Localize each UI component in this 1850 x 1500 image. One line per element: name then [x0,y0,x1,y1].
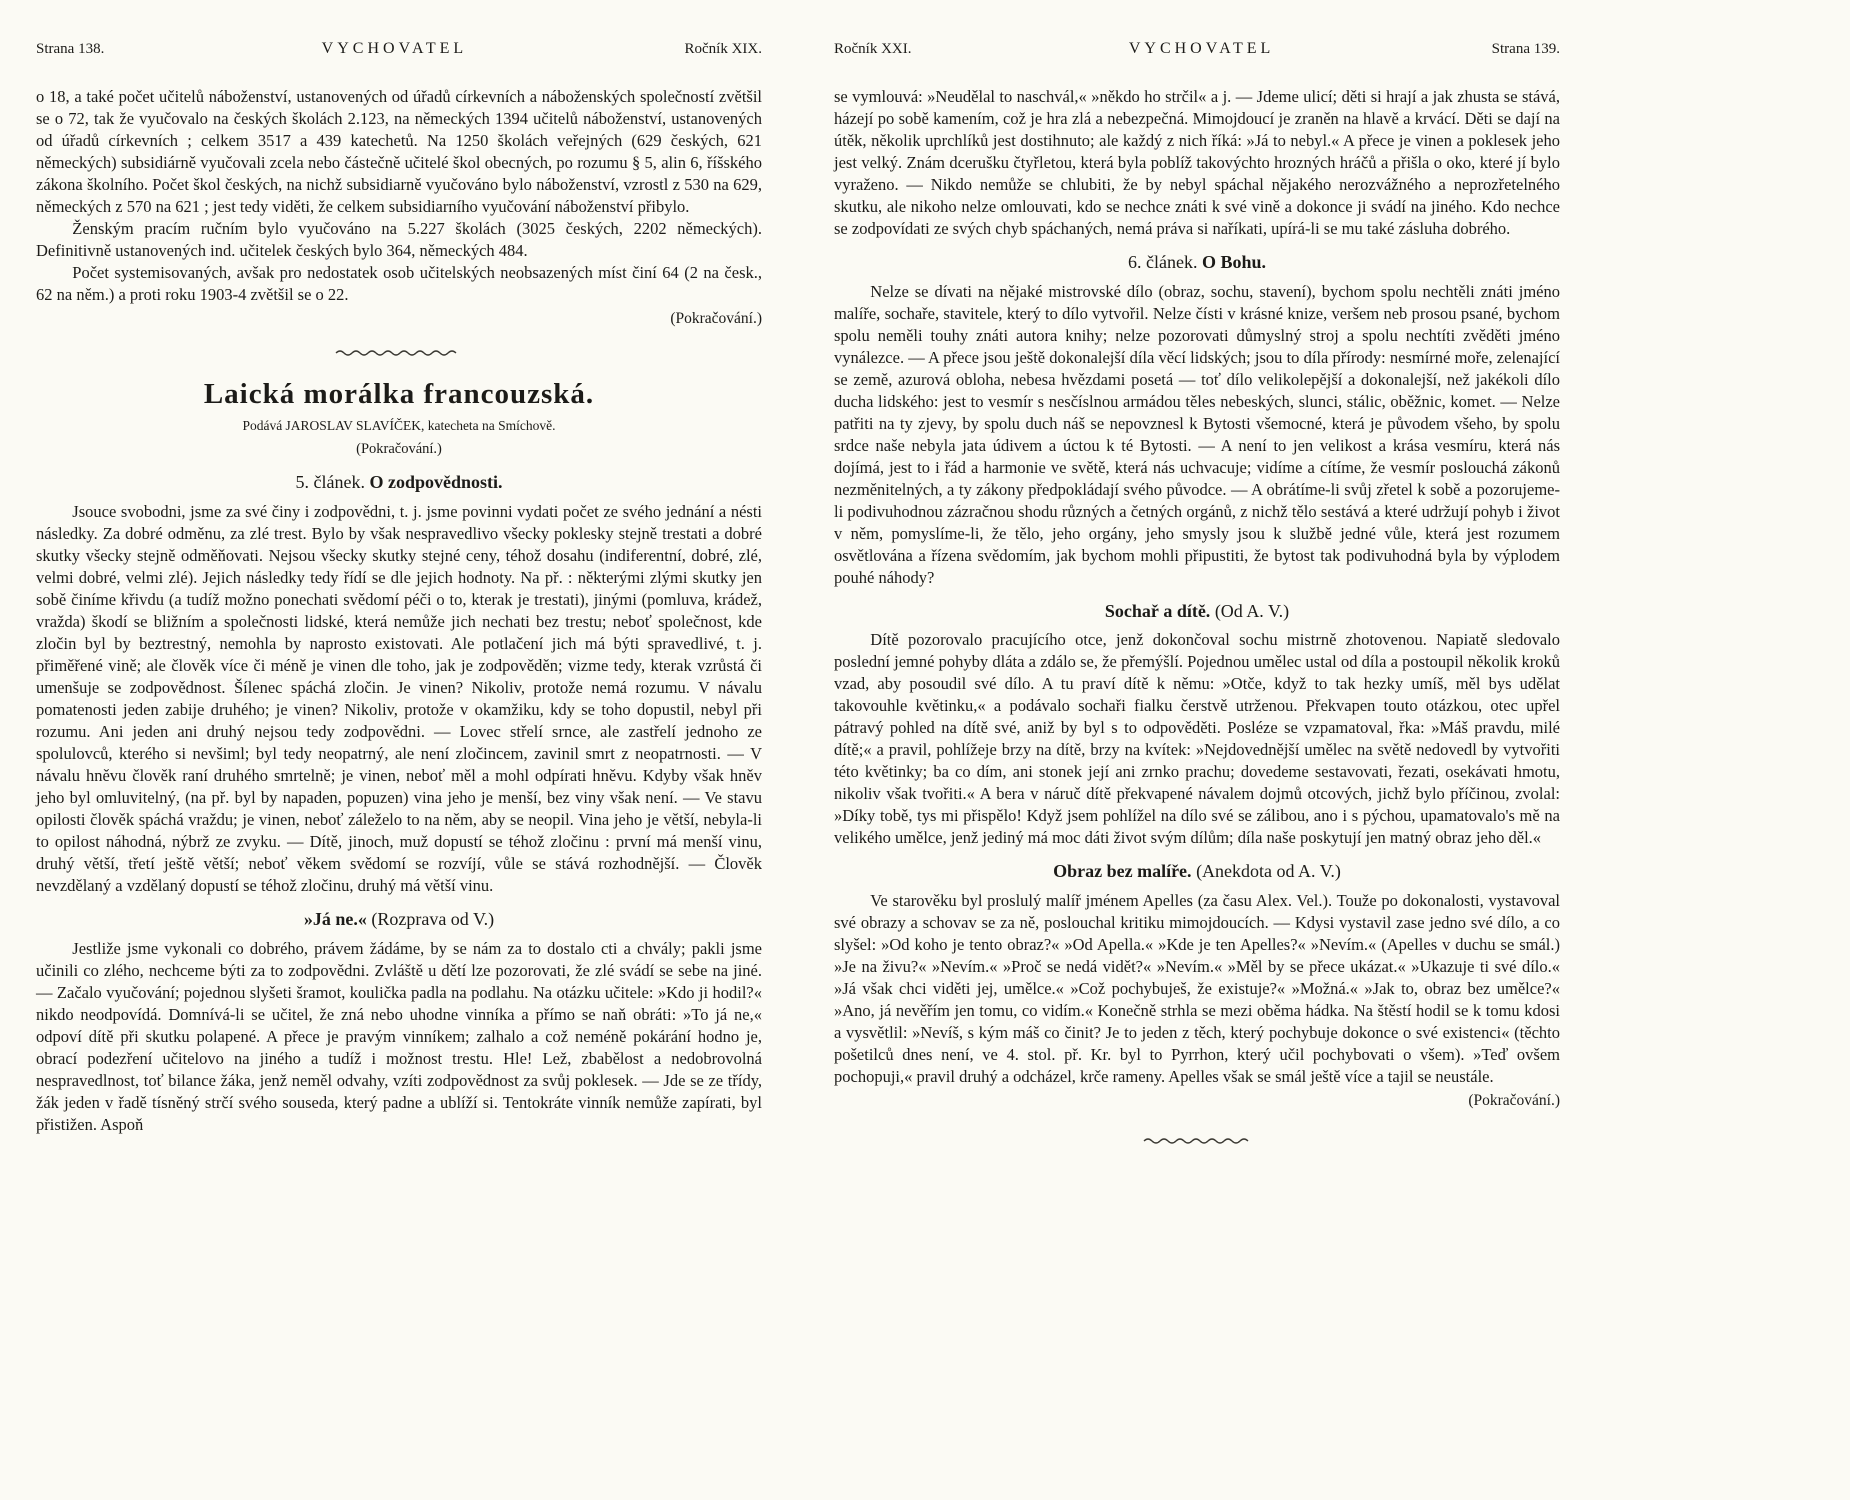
volume-label-left: Ročník XIX. [684,41,762,57]
page-number-right: Strana 139. [1491,41,1560,57]
section-heading-o-bohu [834,252,1560,274]
section-obraz-body: Ve starověku byl proslulý malíř jménem Apelles (za času Alex. Vel.). Touže po dokonalosti, vystavoval své obrazy a schovav se za ně, poslouchal kritiku mimojdoucích. — Kdysi vystavil zase jedno své dílo, a co slyšel: »Od koho je tento obraz?« »Od Apella.« »Kde je ten Apelles?« »Nevím.« (Apelles v duchu se smál.) »Je na živu?« »Nevím.« »Proč se nedá vidět?« »Nevím.« »Měl by se přece ukázat.« »Ukazuje ti své dílo.« »Já však chci viděti jej, umělce.« »Což pochybuješ, že existuje?« »Možná.« »Jak to, obraz bez umělce?« »Ano, já nevěřím jen tomu, co vidím.« Konečně strhla se mezi oběma hádka. Na štěstí hodil se k tomu kdosi a vysvětlil: »Nevíš, s kým máš co činit? Je to jeden z těch, který pochybuje dokonce o své existenci« (těchto pošetilců dnes není, ve 4. stol. př. Kr. byl to Pyrrhon, který učil pochybovati o všem). »Teď ovšem pochopuji,« pravil druhý a odcházel, krče rameny. Apelles však se smál ještě více a tajil se neustále. [834,890,1560,1086]
section-number: 5. článek. [295,472,365,493]
section-title: »Já ne.« [303,908,367,929]
intro-paragraph-2: Ženským pracím ručním bylo vyučováno na 5.227 školách (3025 českých, 2202 německých). Definitivně ustanovených ind. učitelek českých bylo 364, německých 484. [36,219,762,260]
page-right [834,40,1560,1162]
page-right-body [834,86,1560,1152]
article-byline: Podává JAROSLAV SLAVÍČEK, katecheta na Smíchově. [242,418,556,434]
intro-paragraph-1: o 18, a také počet učitelů náboženství, ustanovených od úřadů církevních a náboženských společností zvětšil se o 72, tak že vyučovalo na českých školách 2.123, na německých 1394 učitelů náboženství, ustanovených od úřadů církevních ; celkem 3517 a 439 katechetů. Na 1250 školách veřejných (629 českých, 621 německých) subsidiárně vyučovali zcela nebo částečně učitelé škol obecných, po rozumu § 5, alin 6, říšského zákona školního. Počet škol českých, na nichž subsidiarně vyučováno bylo náboženství, vzrostl z 530 na 629, německých z 570 na 621 ; jest tedy viděti, že celkem subsidiarního vyučování náboženství přibylo. [36,87,762,216]
ornament-divider-end [834,1130,1560,1152]
page-right-header [834,40,1560,58]
continuation-note: (Pokračování.) [1468,1091,1560,1109]
squiggle-divider-icon [1142,1136,1252,1146]
section-title: Obraz bez malíře. [1053,861,1192,882]
section-heading-ja-ne [36,909,762,931]
page-left-body [36,86,762,1136]
volume-label-right: Ročník XXI. [834,41,912,57]
article-title: Laická morálka francouzská. [203,378,595,410]
section-heading-sochar [834,601,1560,623]
section-number: 6. článek. [1128,252,1198,272]
page-left [36,40,762,1162]
section-heading-obraz [834,861,1560,883]
section-title: O zodpovědnosti. [369,472,503,493]
section-subtitle: (Od A. V.) [1214,600,1290,621]
section-title: Sochař a dítě. [1104,600,1211,621]
squiggle-divider-icon [334,348,464,358]
section-title: O Bohu. [1201,252,1266,272]
section-subtitle: (Rozprava od V.) [371,908,495,929]
intro-paragraph-3: Počet systemisovaných, avšak pro nedostatek osob učitelských neobsazených míst činí 64 (2 na česk., 62 na něm.) a proti roku 1903-4 zvětšil se o 22. [36,263,762,304]
continuation-note: (Pokračování.) [670,310,762,327]
journal-title-right: VYCHOVATEL [1128,40,1275,57]
ornament-divider [36,342,762,364]
section-responsibility-body: Jsouce svobodni, jsme za své činy i zodpovědni, t. j. jsme povinni vydati počet ze svého jednání a nésti následky. Za dobré odměnu, za zlé trest. Bylo by však nespravedlivo všecky poklesky stejně trestati a dobré skutky všecky stejně odměňovati. Nejsou všecky skutky stejné ceny, téhož dosahu (indiferentní, dobré, zlé, velmi dobré, velmi zlé). Jejich následky tedy řídí se dle jejich hodnoty. Na př. : některými zlými skutky jen sobě činíme křivdu (a tudíž možno ponechati svědomí péči o to, kterak je trestati), jinými (pomluva, krádež, vražda) škodí se bližním a společnosti lidské, která nemůže jich nechati bez trestu; neboť společnost, kde zločin byl by beztrestný, nemohla by naprosto existovati. Ale potlačení jich má býti spravedlivé, t. j. přiměřené vině; ale člověk více či méně je vinen dle toho, jak je zodpověděn; vizme tedy, kterak vzrůstá či umenšuje se zodpovědnost. Šílenec spáchá zločin. Je vinen? Nikoliv, protože nemá rozumu. V návalu pomatenosti jeden zabije druhého; je vinen? Nikoliv, protože v okamžiku, kdy se toho dopustil, nebyl při rozumu. Ani jeden ani druhý nejsou tedy zodpovědni. — Lovec střelí srnce, ale zastřelí jednoho ze spolulovců, kterého si nevšiml; byl tedy neopatrný, ale není zločincem, zavinil smrt z neopatrnosti. — V návalu hněvu člověk raní druhého smrtelně; je vinen, neboť měl a mohl odpírati hněvu. Kdyby však hněv jeho byl omluvitelný, (na př. byl by napaden, popuzen) vina jeho je menší, bez viny však není. — Ve stavu opilosti člověk spáchá vraždu; je vinen, neboť záleželo to na něm, aby se neopil. Vina jeho je větší, nebyla-li to opilost náhodná, nýbrž ze zvyku. — Dítě, jinoch, muž dopustí se téhož zločinu : první má menší vinu, druhý větší, třetí ještě větší; neboť věkem svědomí se rozvíjí, vůle se stává rozhodnější. — Člověk nevzdělaný a vzdělaný dopustí se téhož zločinu, druhý má větší vinu. [36,501,762,895]
section-heading-responsibility [36,472,762,494]
page-left-header [36,40,762,58]
page-number-left: Strana 138. [36,41,105,57]
article-continuation-note: (Pokračování.) [356,441,442,458]
continuation-paragraph: se vymlouvá: »Neudělal to naschvál,« »někdo ho strčil« a j. — Jdeme ulicí; děti si hrají a jak zhusta se stává, házejí po sobě kamením, což je hra zlá a nebezpečná. Mimojdoucí je zraněn na hlavě a krvácí. Děti se dají na útěk, několik uprchlíků jest dostihnuto; ale každý z nich říká: »Já to nebyl.« A přece je vinen a poklesek jeho jest velký. Znám dcerušku čtyřletou, která byla poblíž takovýchto hrozných hráčů a přišla o oko, které jí bylo vyraženo. — Nikdo nemůže se chlubiti, že by nebyl spáchal nějakého nerozvážného a neprozřetelného skutku, ale nikoho nelze omlouvati, kdo se nechce znáti k své vině a dokonce ji svádí na jiného. Kdo nechce se zodpovídati ze svých chyb spáchaných, nemá práva si naříkati, upírá-li se mu také zásluha dobrého. [834,87,1560,238]
section-subtitle: (Anekdota od A. V.) [1196,861,1341,882]
section-sochar-body: Dítě pozorovalo pracujícího otce, jenž dokončoval sochu mistrně zhotovenou. Napiatě sledovalo poslední jemné pohyby dláta a zdálo se, že přemýšlí. Pojednou umělec ustal od díla a postoupil několik kroků vzad, aby posoudil své dílo. A tu praví dítě k němu: »Otče, když to tak hezky umíš, měl bys udělat takovouhle květinku,« a podávalo sochaři fialku čerstvě utrženou. Překvapen touto otázkou, otec upřel pátravý pohled na dítě své, aniž by byl s to odpověděti. Posléze se vzpamatoval, řka: »Máš pravdu, milé dítě;« a pravil, pohlížeje brzy na dítě, brzy na kvítek: »Nejdovednější umělec na světě nedovedl by vytvořiti této květinky; ba co dím, ani stonek její ani zrnko prachu; dovedeme sestavovati, řezati, osekávati hmotu, nikoliv však tvořiti.« A bera v náruč dítě překvapené návalem dojmů otcových, jichž bylo příčinou, zvolal: »Díky tobě, tys mi přispělo! Když jsem pohlížel na dílo své se zálibou, ano i s pýchou, upamatovalo's mě na velikého umělce, jenž jediný má moc dáti život svým dílům; díla naše poskytují jen matný obraz jeho děl.« [834,630,1560,848]
journal-title-left: VYCHOVATEL [321,40,468,57]
section-o-bohu-body: Nelze se dívati na nějaké mistrovské dílo (obraz, sochu, stavení), bychom spolu nechtěli znáti jméno malíře, sochaře, stavitele, který to dílo vytvořil. Nelze čísti v krásné knize, veršem neb prosou psané, bychom spolu neměli touhy znáti autora knihy; nelze pozorovati důmyslný stroj a spolu nechtíti zvěděti jméno vynálezce. — A přece jsou ještě dokonalejší díla věcí lidských; jsou to díla přírody: nesmírné moře, zelenající se země, azurová obloha, nebesa hvězdami posetá — toť dílo velikolepější a dokonalejší, než jakékoli dílo ducha lidského: jest to vesmír s nesčíslnou armádou těles nebeských, slunci, stálic, oběžnic, komet. — Nelze patřiti na ty zjevy, by spolu duch náš se nepovznesl k Bytosti všemocné, která je původem všeho, by spolu srdce naše nebyla jata údivem a úctou k té Bytosti. — A není to jen velikost a krása vesmíru, která nás dojímá, jest to i řád a harmonie ve světě, která nás uchvacuje; vidíme a cítíme, že vesmír poslouchá zákonů nezměnitelných, a ty zákony předpokládají svého původce. — A obrátíme-li svůj zřetel k sobě a pozorujeme-li podivuhodnou zázračnou shodu různých a četných orgánů, z nichž tělo sestává a které udržují pohyb i život v něm, pomyslíme-li, že tělo, jeho orgány, jeho smysly jsou k službě jedné vůle, která jest rozumem osvětlována a řízena svědomím, jak bychom mohli připustiti, že bytost tak podivuhodná byla by výplodem pouhé náhody? [834,281,1560,587]
section-ja-ne-body: Jestliže jsme vykonali co dobrého, právem žádáme, by se nám za to dostalo cti a chvály; pakli jsme učinili co zlého, nechceme býti za to zodpovědni. Zvláště u dětí lze pozorovati, že zlé svádí se sebe na jiné. — Začalo vyučování; pojednou slyšeti šramot, koulička padla na podlahu. Na otázku učitele: »Kdo ji hodil?« nikdo neodpovídá. Domnívá-li se učitel, že zná nebo uhodne vinníka a přímo se naň obráti: »To já ne,« odpoví dítě při skutku polapené. A přece je pravým vinníkem; zalhalo a což neméně pokárání hodno je, obrací podezření učitelovo na jiného a tudíž i možnost trestu. Hle! Lež, zbabělost a nedobrovolná nespravedlnost, toť bilance žáka, jenž neměl odvahy, vzíti zodpovědnost za svůj poklesek. — Jde se ze třídy, žák jeden v řadě tísněný strčí svého souseda, který padne a ublíží si. Tentokráte vinník nemůže zapírati, byl přistižen. Aspoň [36,938,762,1134]
